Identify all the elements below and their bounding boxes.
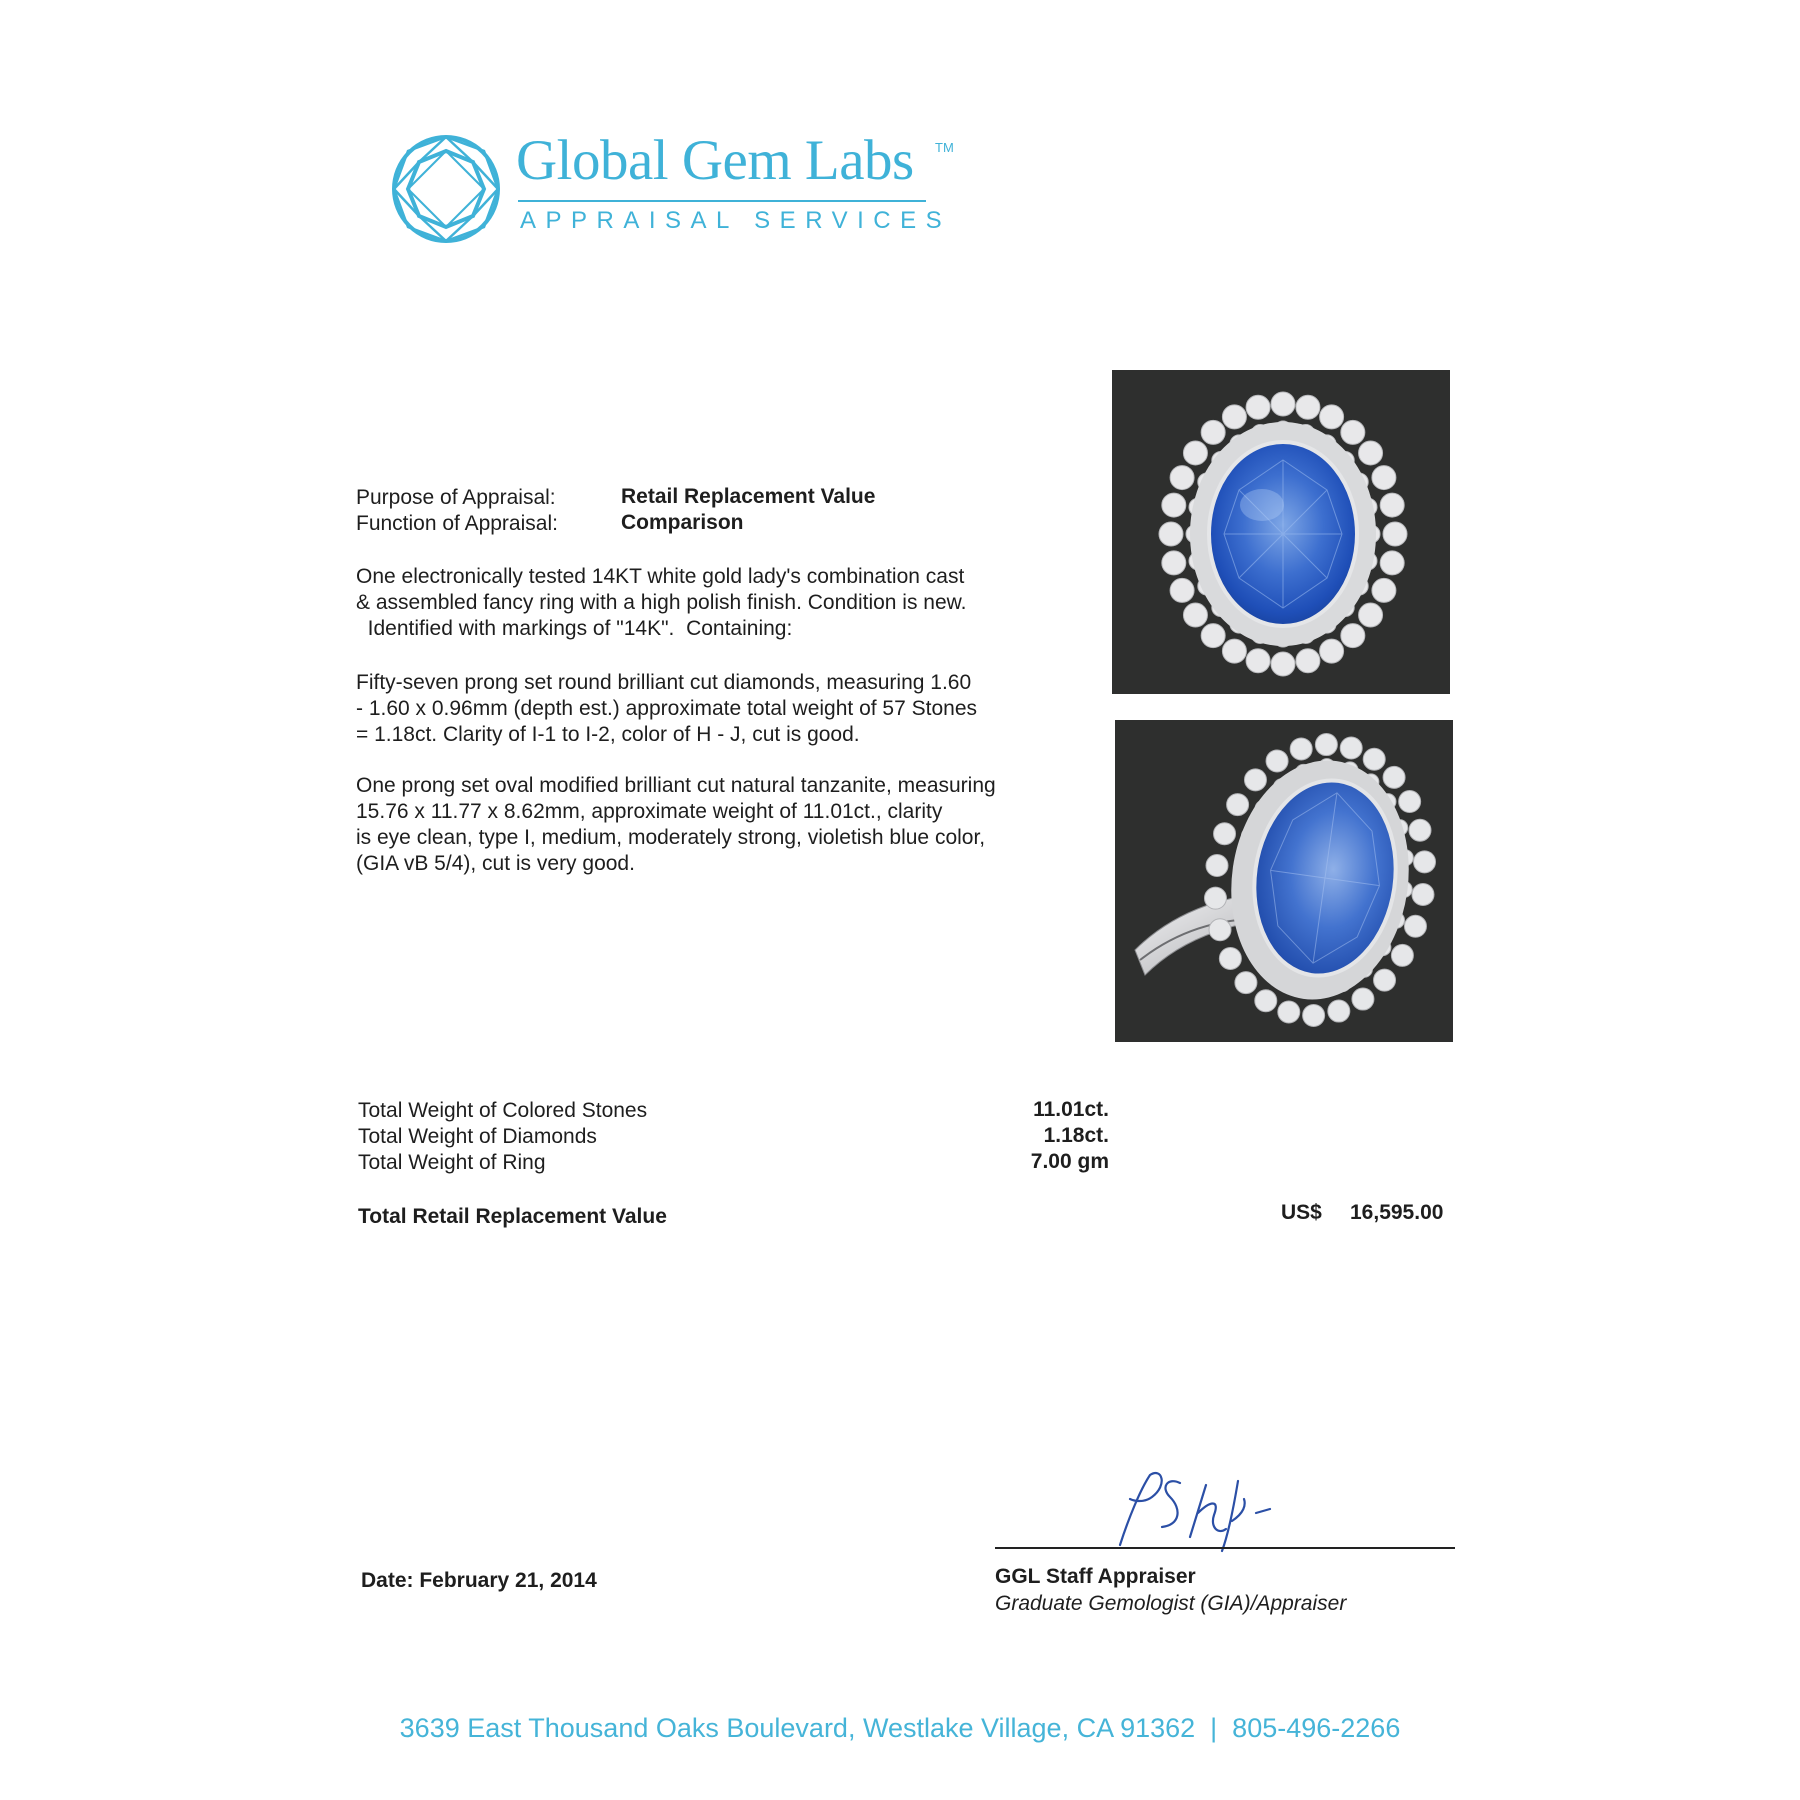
ring-description xyxy=(356,564,967,642)
diamonds-description-line: Fifty-seven prong set round brilliant cut diamonds, measuring 1.60 xyxy=(356,671,972,694)
tanzanite-description xyxy=(356,773,996,877)
ring-photo-angled xyxy=(1115,720,1453,1042)
brand-subtitle: APPRAISAL SERVICES xyxy=(520,207,952,234)
halo-diamond xyxy=(1359,441,1383,465)
weight-label-colored-stones: Total Weight of Colored Stones xyxy=(358,1099,648,1122)
halo-diamond xyxy=(1303,1004,1325,1026)
function-value: Comparison xyxy=(621,511,744,534)
halo-diamond xyxy=(1266,750,1288,772)
tanzanite-description-line: (GIA vB 5/4), cut is very good. xyxy=(356,852,635,875)
tanzanite-description-line: 15.76 x 11.77 x 8.62mm, approximate weight of 11.01ct., clarity xyxy=(356,800,943,823)
halo-diamond xyxy=(1204,887,1226,909)
halo-diamond xyxy=(1412,883,1434,905)
halo-diamond xyxy=(1222,405,1246,429)
halo-diamond xyxy=(1209,919,1231,941)
halo-diamond xyxy=(1206,855,1228,877)
halo-diamond xyxy=(1222,639,1246,663)
halo-diamond xyxy=(1399,791,1421,813)
halo-diamond xyxy=(1372,578,1396,602)
weight-value-ring: 7.00 gm xyxy=(1030,1150,1109,1173)
halo-diamond xyxy=(1162,493,1186,517)
halo-diamond xyxy=(1372,466,1396,490)
halo-diamond xyxy=(1391,944,1413,966)
ring-description-line: & assembled fancy ring with a high polish finish. Condition is new. xyxy=(356,591,967,614)
halo-diamond xyxy=(1359,603,1383,627)
halo-diamond xyxy=(1320,405,1344,429)
halo-diamond xyxy=(1315,734,1337,756)
tanzanite-description-line: is eye clean, type I, medium, moderately strong, violetish blue color, xyxy=(356,826,986,849)
total-amount: 16,595.00 xyxy=(1350,1201,1444,1224)
halo-diamond xyxy=(1296,649,1320,673)
halo-diamond xyxy=(1170,466,1194,490)
halo-diamond xyxy=(1246,395,1270,419)
weight-value-diamonds: 1.18ct. xyxy=(1043,1124,1109,1147)
diamonds-description-line: - 1.60 x 0.96mm (depth est.) approximate total weight of 57 Stones xyxy=(356,697,977,720)
halo-diamond xyxy=(1352,988,1374,1010)
function-label: Function of Appraisal: xyxy=(356,512,558,535)
appraiser-title: Graduate Gemologist (GIA)/Appraiser xyxy=(995,1592,1347,1615)
halo-diamond xyxy=(1246,649,1270,673)
halo-diamond xyxy=(1183,441,1207,465)
ring-photo-top xyxy=(1112,370,1450,694)
halo-diamond xyxy=(1409,819,1431,841)
brand-name: Global Gem Labs xyxy=(516,129,914,192)
ring-description-line: One electronically tested 14KT white gold lady's combination cast xyxy=(356,565,965,588)
ring-description-line: Identified with markings of "14K". Containing: xyxy=(356,617,793,640)
halo-diamond xyxy=(1227,794,1249,816)
halo-diamond xyxy=(1340,737,1362,759)
halo-diamond xyxy=(1214,823,1236,845)
halo-diamond xyxy=(1320,639,1344,663)
halo-diamond xyxy=(1290,738,1312,760)
total-currency: US$ xyxy=(1281,1201,1322,1224)
tanzanite-description-line: One prong set oval modified brilliant cut natural tanzanite, measuring xyxy=(356,774,996,797)
halo-diamond xyxy=(1278,1001,1300,1023)
weight-label-ring: Total Weight of Ring xyxy=(358,1151,546,1174)
footer-address: 3639 East Thousand Oaks Boulevard, Westlake Village, CA 91362 | 805-496-2266 xyxy=(399,1713,1401,1743)
diamonds-description-line: = 1.18ct. Clarity of I-1 to I-2, color of H - J, cut is good. xyxy=(356,723,860,746)
halo-diamond xyxy=(1159,522,1183,546)
halo-diamond xyxy=(1296,395,1320,419)
halo-diamond xyxy=(1414,851,1436,873)
halo-diamond xyxy=(1380,493,1404,517)
brand-divider xyxy=(518,200,926,202)
halo-diamond xyxy=(1341,624,1365,648)
appraisal-date: Date: February 21, 2014 xyxy=(361,1569,597,1592)
weight-value-colored-stones: 11.01ct. xyxy=(1033,1098,1109,1121)
halo-diamond xyxy=(1170,578,1194,602)
signature-line xyxy=(995,1547,1455,1549)
trademark-mark: TM xyxy=(935,140,954,155)
halo-diamond xyxy=(1183,603,1207,627)
diamond-logo-icon xyxy=(390,133,502,245)
halo-diamond xyxy=(1341,420,1365,444)
purpose-label: Purpose of Appraisal: xyxy=(356,486,556,509)
weight-label-diamonds: Total Weight of Diamonds xyxy=(358,1125,597,1148)
halo-diamond xyxy=(1363,748,1385,770)
halo-diamond xyxy=(1201,420,1225,444)
halo-diamond xyxy=(1271,652,1295,676)
appraiser-name: GGL Staff Appraiser xyxy=(995,1565,1196,1588)
halo-diamond xyxy=(1255,990,1277,1012)
halo-diamond xyxy=(1328,1000,1350,1022)
halo-diamond xyxy=(1244,769,1266,791)
halo-diamond xyxy=(1162,551,1186,575)
appraiser-signature xyxy=(1110,1465,1300,1560)
purpose-value: Retail Replacement Value xyxy=(621,485,876,508)
halo-diamond xyxy=(1271,392,1295,416)
halo-diamond xyxy=(1374,969,1396,991)
halo-diamond xyxy=(1235,972,1257,994)
halo-diamond xyxy=(1219,947,1241,969)
halo-diamond xyxy=(1201,624,1225,648)
total-value-label: Total Retail Replacement Value xyxy=(358,1205,667,1228)
diamonds-description xyxy=(356,670,977,748)
halo-diamond xyxy=(1383,766,1405,788)
halo-diamond xyxy=(1404,915,1426,937)
halo-diamond xyxy=(1383,522,1407,546)
halo-diamond xyxy=(1380,551,1404,575)
